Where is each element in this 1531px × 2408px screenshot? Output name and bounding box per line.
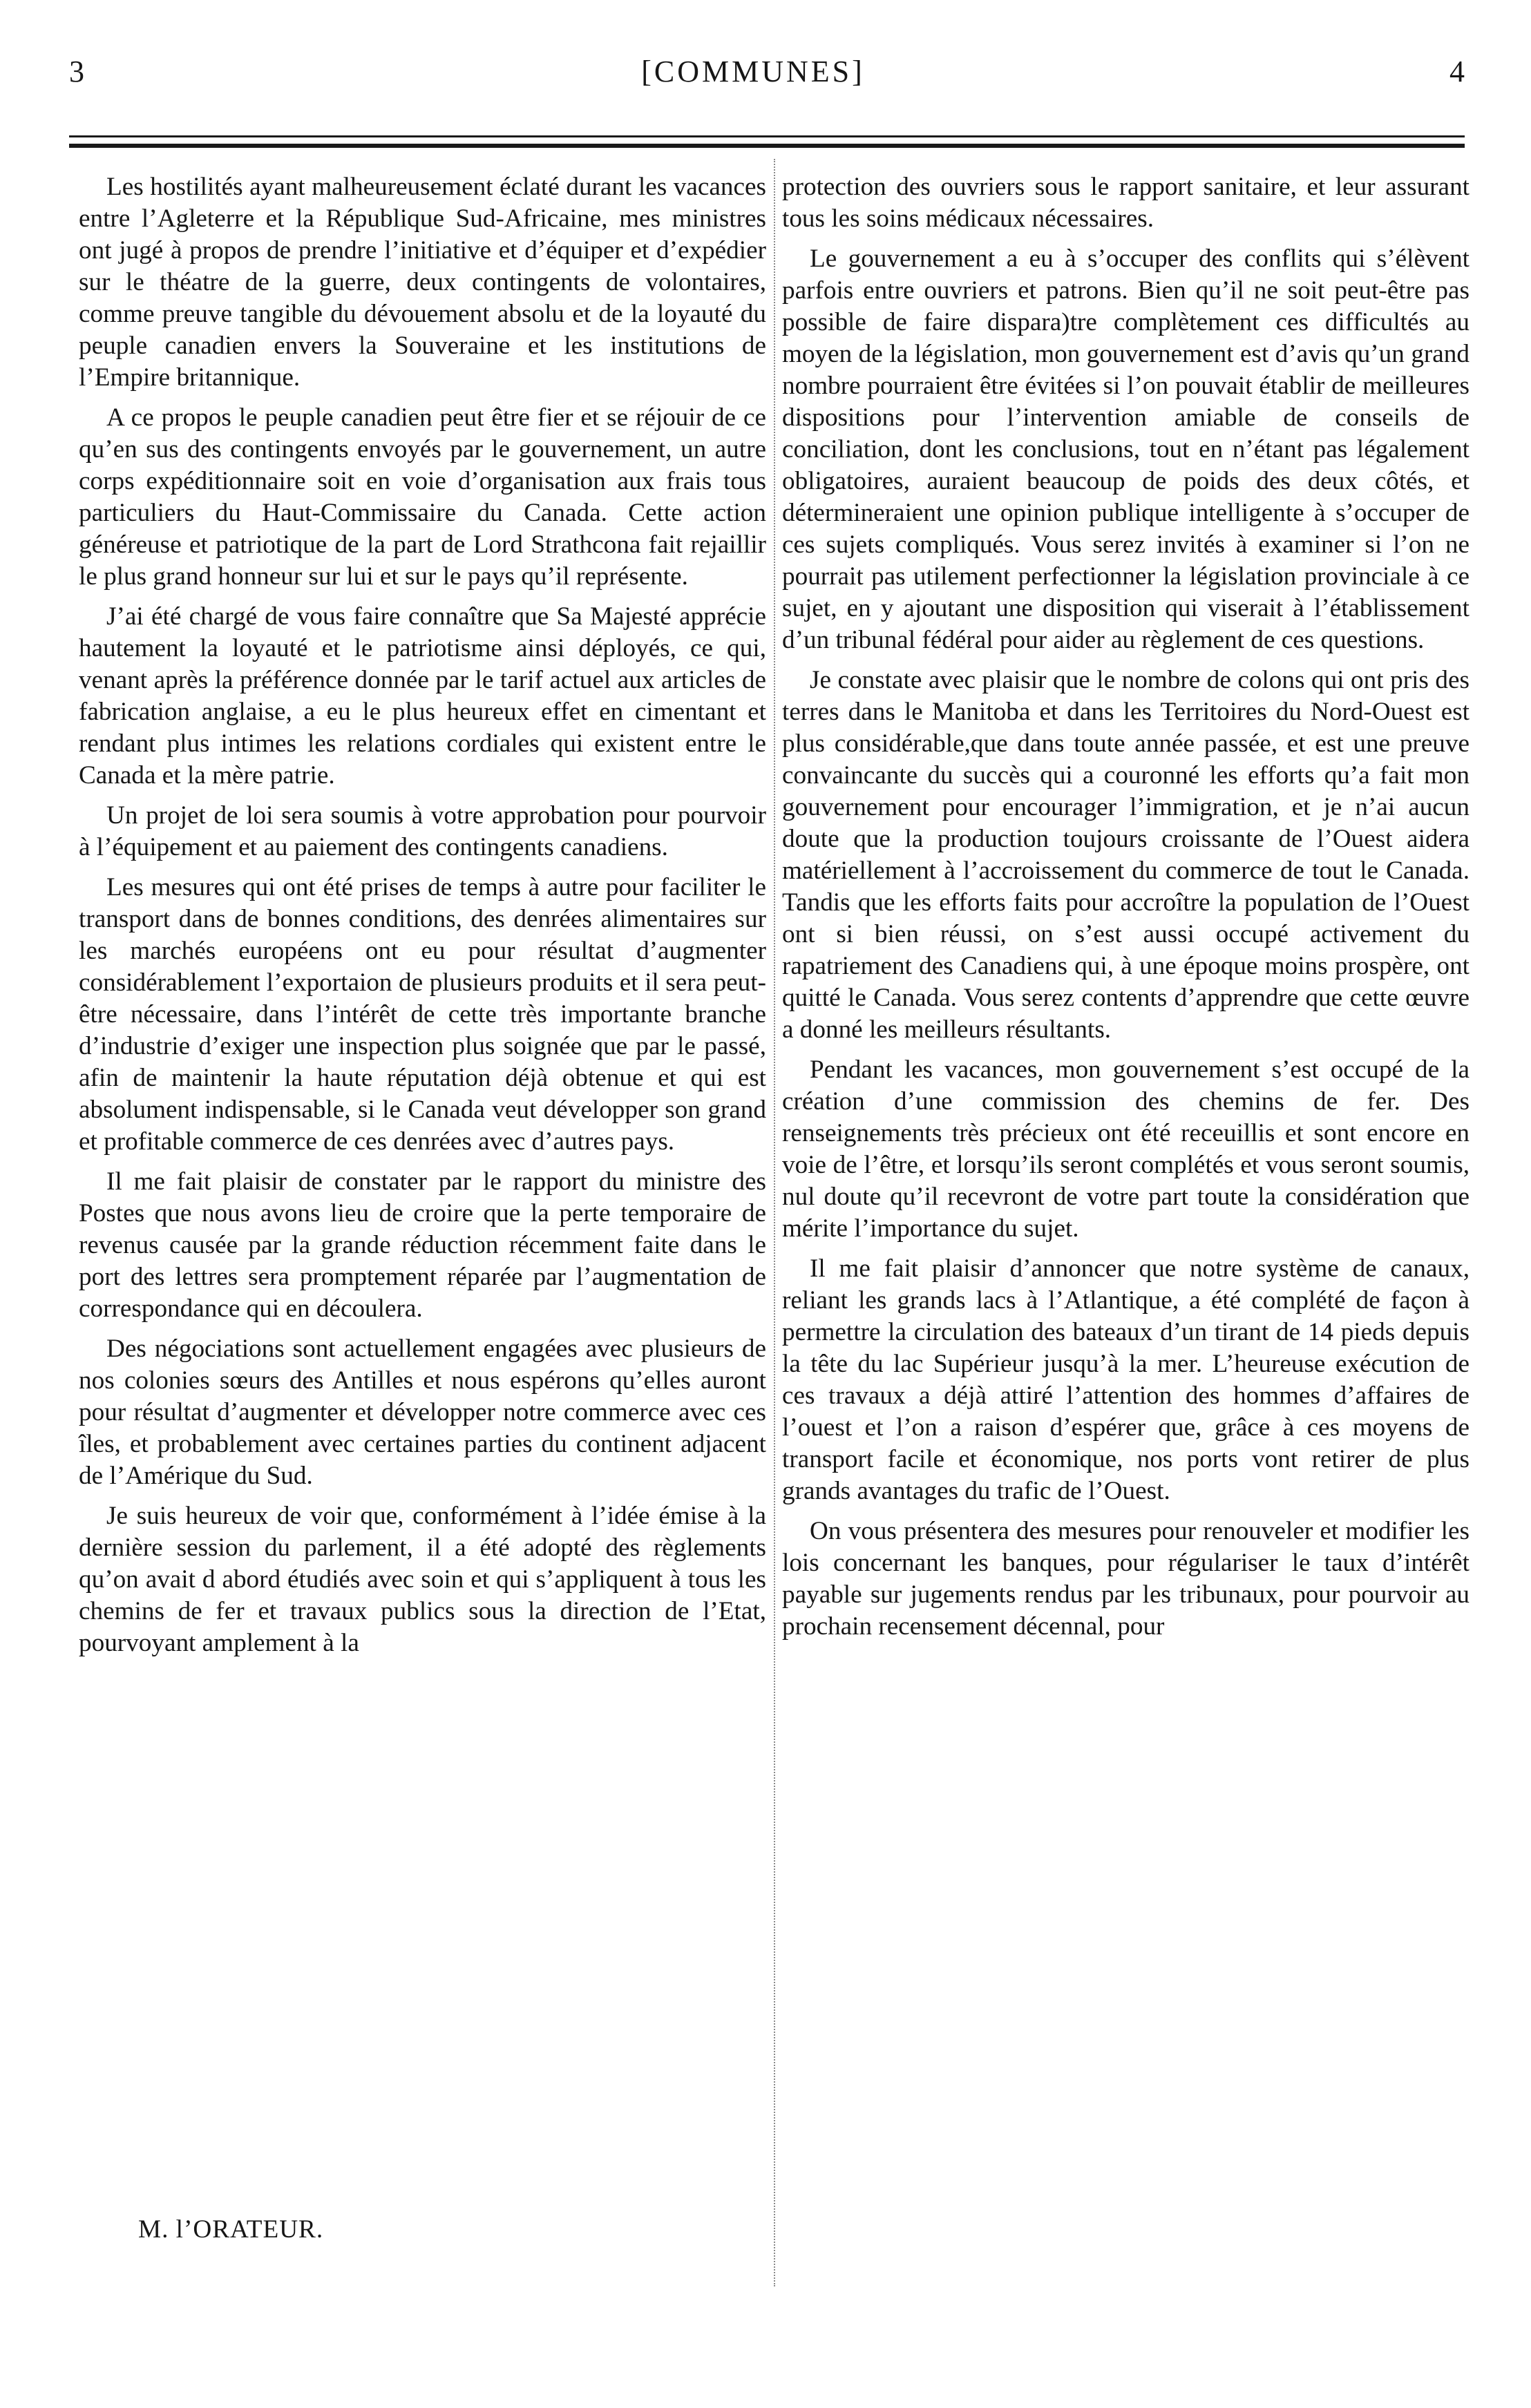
paragraph: A ce propos le peuple canadien peut être fier et se réjouir de ce qu’en sus des contingents envoyés par le gouvernement, un autre corps expéditionnaire soit en voie d’organisation aux frais tous particuliers du Haut-Commissaire du Canada. Cette action généreuse et patriotique de la part de Lord Strathcona fait rejaillir le plus grand honneur sur lui et sur le pays qu’il représente.: [79, 403, 766, 591]
paragraph: Des négociations sont actuellement engagées avec plusieurs de nos colonies sœurs des Antilles et nous espérons qu’elles auront pour résultat d’augmenter et développer notre commerce avec ces îles, et probablement avec certaines parties du continent adjacent de l’Amérique du Sud.: [79, 1335, 766, 1490]
paragraph: On vous présentera des mesures pour renouveler et modifier les lois concernant les banques, pour régulariser le taux d’intérêt payable sur jugements rendus par les tribunaux, pour pourvoir au prochain recensement décennal, pour: [782, 1517, 1470, 1641]
page-number-left: 3: [69, 55, 84, 88]
right-column: [782, 171, 1470, 1651]
paragraph: Les mesures qui ont été prises de temps à autre pour faciliter le transport dans de bonnes conditions, des denrées alimentaires sur les marchés européens ont eu pour résultat d’augmenter considérablement l’exportaion de plusieurs produits et il sera peut-être nécessaire, dans l’intérêt de cette très importante branche d’industrie d’exiger une inspection plus soignée que par le passé, afin de maintenir la haute réputation déjà obtenue et qui est absolument indispensable, si le Canada veut développer son grand et profitable commerce de ces denrées avec d’autres pays.: [79, 873, 766, 1156]
page-header: [41, 48, 1465, 104]
column-divider: [774, 159, 775, 2286]
paragraph: Il me fait plaisir d’annoncer que notre système de canaux, reliant les grands lacs à l’Atlantique, a été complété de façon à permettre la circulation des bateaux d’un tirant de 14 pieds depuis la tête du lac Supérieur jusqu’à la mer. L’heureuse exécution de ces travaux a déjà attiré l’attention des hommes d’affaires de l’ouest et l’on a raison d’espérer que, grâce à ces moyens de transport facile et économique, nos ports vont retirer de plus grands avantages du trafic de l’Ouest.: [782, 1254, 1470, 1505]
paragraph: Il me fait plaisir de constater par le rapport du ministre des Postes que nous avons lieu de croire que la perte temporaire de revenus causée par la grande réduction récemment faite dans le port des lettres sera promptement réparée par l’augmentation de correspondance qui en découlera.: [79, 1167, 766, 1323]
left-column: [79, 171, 766, 1668]
speaker-signature: M. l’ORATEUR.: [138, 2215, 324, 2244]
paragraph: Pendant les vacances, mon gouvernement s’est occupé de la création d’une commission des chemins de fer. Des renseignements très précieux ont été receuillis et sont encore en voie de l’être, et lorsqu’ils seront complétés et vous seront soumis, nul doute qu’il recevront de votre part toute la considération que mérite l’importance du sujet.: [782, 1055, 1470, 1243]
paragraph: protection des ouvriers sous le rapport sanitaire, et leur assurant tous les soins médicaux nécessaires.: [782, 173, 1470, 233]
paragraph: Les hostilités ayant malheureusement éclaté durant les vacances entre l’Agleterre et la République Sud-Africaine, mes ministres ont jugé à propos de prendre l’initiative et d’équiper et d’expédier sur le théatre de la guerre, deux contingents de volontaires, comme preuve tangible du dévouement absolu et de la loyauté du peuple canadien envers la Souveraine et les institutions de l’Empire britannique.: [79, 173, 766, 392]
paragraph: Un projet de loi sera soumis à votre approbation pour pourvoir à l’équipement et au paiement des contingents canadiens.: [79, 801, 766, 861]
paragraph: Le gouvernement a eu à s’occuper des conflits qui s’élèvent parfois entre ouvriers et patrons. Bien qu’il ne soit peut-être pas possible de faire dispara)tre complètement ces difficultés au moyen de la législation, mon gouvernement est d’avis qu’un grand nombre pourraient être évitées si l’on pouvait établir de meilleures dispositions pour l’intervention amiable de conseils de conciliation, dont les conclusions, tout en n’étant pas légalement obligatoires, auraient beaucoup de poids des deux côtés, et détermineraient une opinion publique intelligente à s’occuper de ces sujets compliqués. Vous serez invités à examiner si l’on ne pourrait pas utilement perfectionner la législation provinciale à ce sujet, en y ajoutant une disposition qui viserait à l’établissement d’un tribunal fédéral pour aider au règlement de ces questions.: [782, 245, 1470, 654]
header-rule-thin: [69, 135, 1465, 137]
paragraph: Je suis heureux de voir que, conformément à l’idée émise à la dernière session du parlement, il a été adopté des règlements qu’on avait d abord étudiés avec soin et qui s’appliquent à tous les chemins de fer et travaux publics sous la direction de l’Etat, pourvoyant amplement à la: [79, 1502, 766, 1657]
paragraph: J’ai été chargé de vous faire connaître que Sa Majesté apprécie hautement la loyauté et le patriotisme ainsi déployés, ce qui, venant après la préférence donnée par le tarif actuel aux articles de fabrication anglaise, a eu le plus heureux effet en cimentant et rendant plus intimes les relations cordiales qui existent entre le Canada et la mère patrie.: [79, 602, 766, 790]
paragraph: Je constate avec plaisir que le nombre de colons qui ont pris des terres dans le Manitoba et dans les Territoires du Nord-Ouest est plus considérable,que dans toute année passée, et est une preuve convaincante du succès qui a couronné les efforts qu’a fait mon gouvernement pour encourager l’immigration, et je n’ai aucun doute que la production toujours croissante de l’Ouest aidera matériellement à l’accroissement du commerce de tout le Canada. Tandis que les efforts faits pour accroître la population de l’Ouest ont si bien réussi, on s’est aussi occupé activement du rapatriement des Canadiens qui, à une époque moins prospère, ont quitté le Canada. Vous serez contents d’apprendre que cette œuvre a donné les meilleurs résultants.: [782, 666, 1470, 1044]
page-number-right: 4: [1449, 55, 1465, 88]
running-title: [COMMUNES]: [641, 55, 865, 88]
header-rule-thick: [69, 144, 1465, 148]
